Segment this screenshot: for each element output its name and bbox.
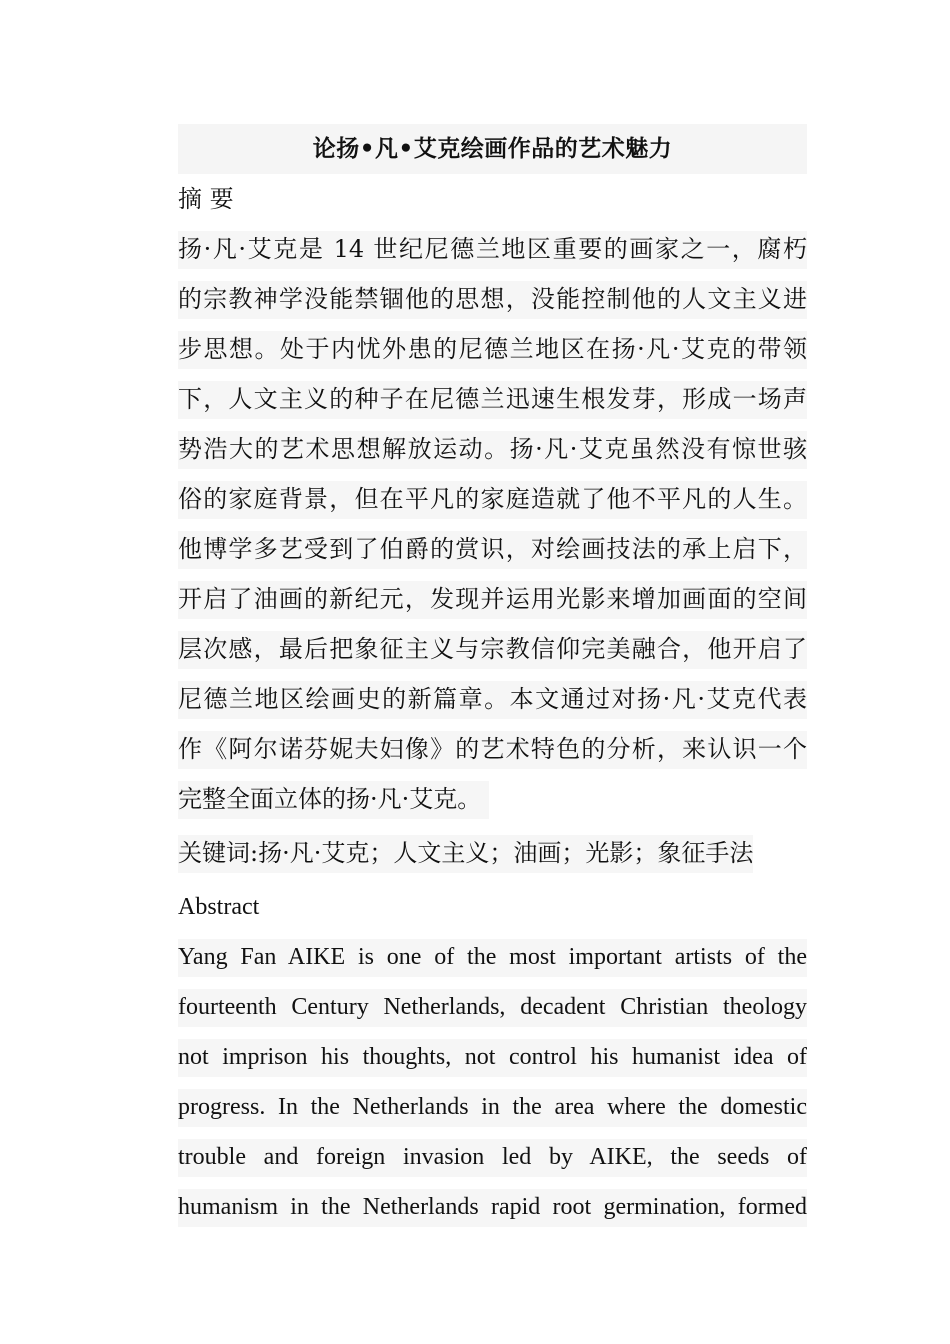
document-title: 论扬•凡•艾克绘画作品的艺术魅力 <box>178 124 807 174</box>
abstract-cn-line: 尼德兰地区绘画史的新篇章。本文通过对扬·凡·艾克代表 <box>178 674 807 724</box>
abstract-heading-en: Abstract <box>178 894 260 920</box>
abstract-cn-line: 层次感，最后把象征主义与宗教信仰完美融合，他开启了 <box>178 624 807 674</box>
abstract-en-line: progress. In the Netherlands in the area where the domestic <box>178 1082 807 1132</box>
abstract-en-line: not imprison his thoughts, not control his humanist idea of <box>178 1032 807 1082</box>
document-page <box>178 124 807 1232</box>
abstract-cn-line: 的宗教神学没能禁锢他的思想，没能控制他的人文主义进 <box>178 274 807 324</box>
abstract-en-line: fourteenth Century Netherlands, decadent Christian theology <box>178 982 807 1032</box>
abstract-en-line: humanism in the Netherlands rapid root germination, formed <box>178 1182 807 1232</box>
abstract-cn-line: 步思想。处于内忧外患的尼德兰地区在扬·凡·艾克的带领 <box>178 324 807 374</box>
abstract-cn-line: 他博学多艺受到了伯爵的赏识，对绘画技法的承上启下， <box>178 524 807 574</box>
abstract-cn-body <box>178 224 807 828</box>
abstract-cn-line: 俗的家庭背景，但在平凡的家庭造就了他不平凡的人生。 <box>178 474 807 524</box>
abstract-cn-line: 扬·凡·艾克是 14 世纪尼德兰地区重要的画家之一，腐朽 <box>178 224 807 274</box>
abstract-cn-line: 作《阿尔诺芬妮夫妇像》的艺术特色的分析，来认识一个 <box>178 724 807 774</box>
abstract-cn-line: 势浩大的艺术思想解放运动。扬·凡·艾克虽然没有惊世骇 <box>178 424 807 474</box>
abstract-cn-line: 下，人文主义的种子在尼德兰迅速生根发芽，形成一场声 <box>178 374 807 424</box>
abstract-en-line: Yang Fan AIKE is one of the most important artists of the <box>178 932 807 982</box>
keywords-cn: 关键词:扬·凡·艾克；人文主义；油画；光影；象征手法 <box>178 828 753 878</box>
abstract-en-line: trouble and foreign invasion led by AIKE, the seeds of <box>178 1132 807 1182</box>
abstract-cn-line: 完整全面立体的扬·凡·艾克。 <box>178 774 489 824</box>
abstract-heading-cn: 摘 要 <box>178 185 234 213</box>
abstract-en-body <box>178 932 807 1232</box>
abstract-cn-line: 开启了油画的新纪元，发现并运用光影来增加画面的空间 <box>178 574 807 624</box>
